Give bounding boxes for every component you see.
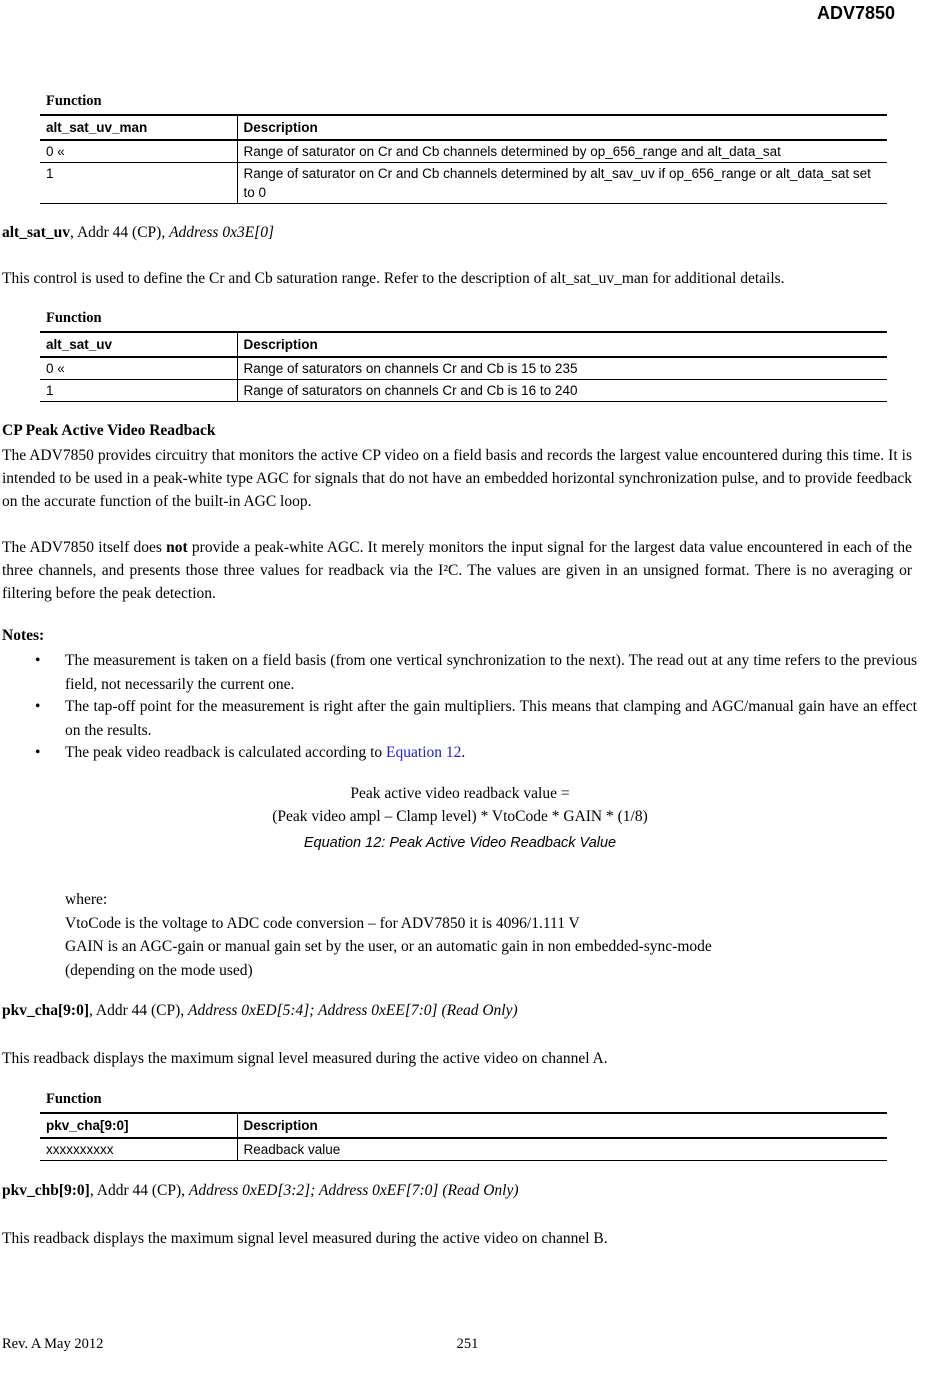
register-name: alt_sat_uv (2, 224, 71, 241)
paragraph: This readback displays the maximum signal level measured during the active video on channel B. (2, 1230, 608, 1247)
bullet-icon: • (35, 698, 41, 715)
table-cell-description: Range of saturators on channels Cr and Cb is 16 to 240 (237, 380, 887, 402)
column-header: alt_sat_uv (40, 332, 237, 357)
table-cell-description: Range of saturator on Cr and Cb channels determined by op_656_range and alt_data_sat (237, 140, 887, 163)
paragraph: This readback displays the maximum signal level measured during the active video on channel A. (2, 1050, 608, 1067)
function-table-block-pkv-cha (0, 1091, 887, 1161)
table-header-row (40, 332, 887, 357)
bullet-icon: • (35, 652, 41, 669)
table-cell-value: 1 (40, 380, 237, 402)
table-row (40, 380, 887, 402)
list-item: • The tap-off point for the measurement is right after the gain multipliers. This means that clamping and AGC/manual gain have an effect on the results. (2, 695, 917, 742)
function-table-alt-sat-uv-man (40, 114, 887, 204)
table-row (40, 1138, 887, 1161)
emphasized-word: not (166, 539, 188, 556)
table-row (40, 163, 887, 204)
column-header: pkv_cha[9:0] (40, 1113, 237, 1138)
where-line: where: (65, 891, 108, 908)
table-cell-description: Range of saturators on channels Cr and Cb is 15 to 235 (237, 357, 887, 380)
table-cell-value: 0 « (40, 140, 237, 163)
where-line: GAIN is an AGC-gain or manual gain set by the user, or an automatic gain in non embedded-sync-mode (65, 938, 712, 955)
table-cell-value: 0 « (40, 357, 237, 380)
function-table-pkv-cha (40, 1112, 887, 1161)
doc-title: ADV7850 (816, 3, 895, 23)
where-line: (depending on the mode used) (65, 961, 253, 979)
table-row (40, 140, 887, 163)
column-header: Description (237, 115, 887, 140)
register-heading-pkv-chb: pkv_chb[9:0], Addr 44 (CP), Address 0xED[3:2]; Address 0xEF[7:0] (Read Only) (2, 1182, 519, 1199)
equation-12-link[interactable]: Equation 12 (386, 744, 462, 761)
section-heading: CP Peak Active Video Readback (2, 422, 216, 439)
column-header: Description (237, 332, 887, 357)
notes-label: Notes: (2, 627, 45, 644)
equation-line: Peak active video readback value = (350, 785, 570, 802)
register-address: Address 0xED[5:4]; Address 0xEE[7:0] (Read Only) (188, 1002, 518, 1019)
function-table-alt-sat-uv (40, 331, 887, 402)
bullet-icon: • (35, 744, 41, 761)
function-table-block-alt-sat-uv-man (0, 93, 887, 204)
equation-caption: Equation 12: Peak Active Video Readback Value (303, 835, 617, 851)
table-header-row (40, 115, 887, 140)
table-cell-value: xxxxxxxxxx (40, 1138, 237, 1161)
table-row (40, 357, 887, 380)
register-name: pkv_chb[9:0] (2, 1182, 90, 1199)
column-header: alt_sat_uv_man (40, 115, 237, 140)
where-line: VtoCode is the voltage to ADC code conversion – for ADV7850 it is 4096/1.111 V (65, 914, 580, 932)
table-label: Function (46, 310, 102, 326)
register-address: Address 0xED[3:2]; Address 0xEF[7:0] (Read Only) (188, 1182, 519, 1199)
column-header: Description (237, 1113, 887, 1138)
list-item: • The peak video readback is calculated according to Equation 12. (2, 741, 917, 765)
table-cell-value: 1 (40, 163, 237, 204)
list-item: • The measurement is taken on a field basis (from one vertical synchronization to the next). The read out at any time refers to the previous field, not necessarily the current one. (2, 649, 917, 696)
footer-revision: Rev. A May 2012 (2, 1336, 104, 1352)
equation-where-block (65, 888, 915, 982)
paragraph: The ADV7850 itself does not provide a peak-white AGC. It merely monitors the input signal for the largest data value encountered in each of the three channels, and presents those three values for readback via the I²C. The values are given in an unsigned format. There is no averaging or filtering before the peak detection. (2, 539, 912, 602)
paragraph: This control is used to define the Cr and Cb saturation range. Refer to the description of alt_sat_uv_man for additional details. (2, 270, 785, 287)
table-label: Function (46, 1091, 102, 1107)
register-heading-pkv-cha: pkv_cha[9:0], Addr 44 (CP), Address 0xED[5:4]; Address 0xEE[7:0] (Read Only) (2, 1002, 518, 1019)
function-table-block-alt-sat-uv (0, 310, 887, 402)
register-name: pkv_cha[9:0] (2, 1002, 89, 1019)
table-cell-description: Readback value (237, 1138, 887, 1161)
table-cell-description: Range of saturator on Cr and Cb channels determined by alt_sav_uv if op_656_range or alt_data_sat set to 0 (237, 163, 887, 204)
footer-page-number: 251 (456, 1336, 479, 1352)
register-heading-alt-sat-uv: alt_sat_uv, Addr 44 (CP), Address 0x3E[0] (2, 224, 274, 241)
table-header-row (40, 1113, 887, 1138)
paragraph: The ADV7850 provides circuitry that monitors the active CP video on a field basis and records the largest value encountered during this time. It is intended to be used in a peak-white type AGC for signals that do not have an embedded horizontal synchronization pulse, and to provide feedback on the accurate function of the built-in AGC loop. (2, 447, 912, 510)
table-label: Function (46, 93, 102, 109)
equation-line: (Peak video ampl – Clamp level) * VtoCode * GAIN * (1/8) (272, 808, 648, 825)
register-address: Address 0x3E[0] (169, 224, 274, 241)
